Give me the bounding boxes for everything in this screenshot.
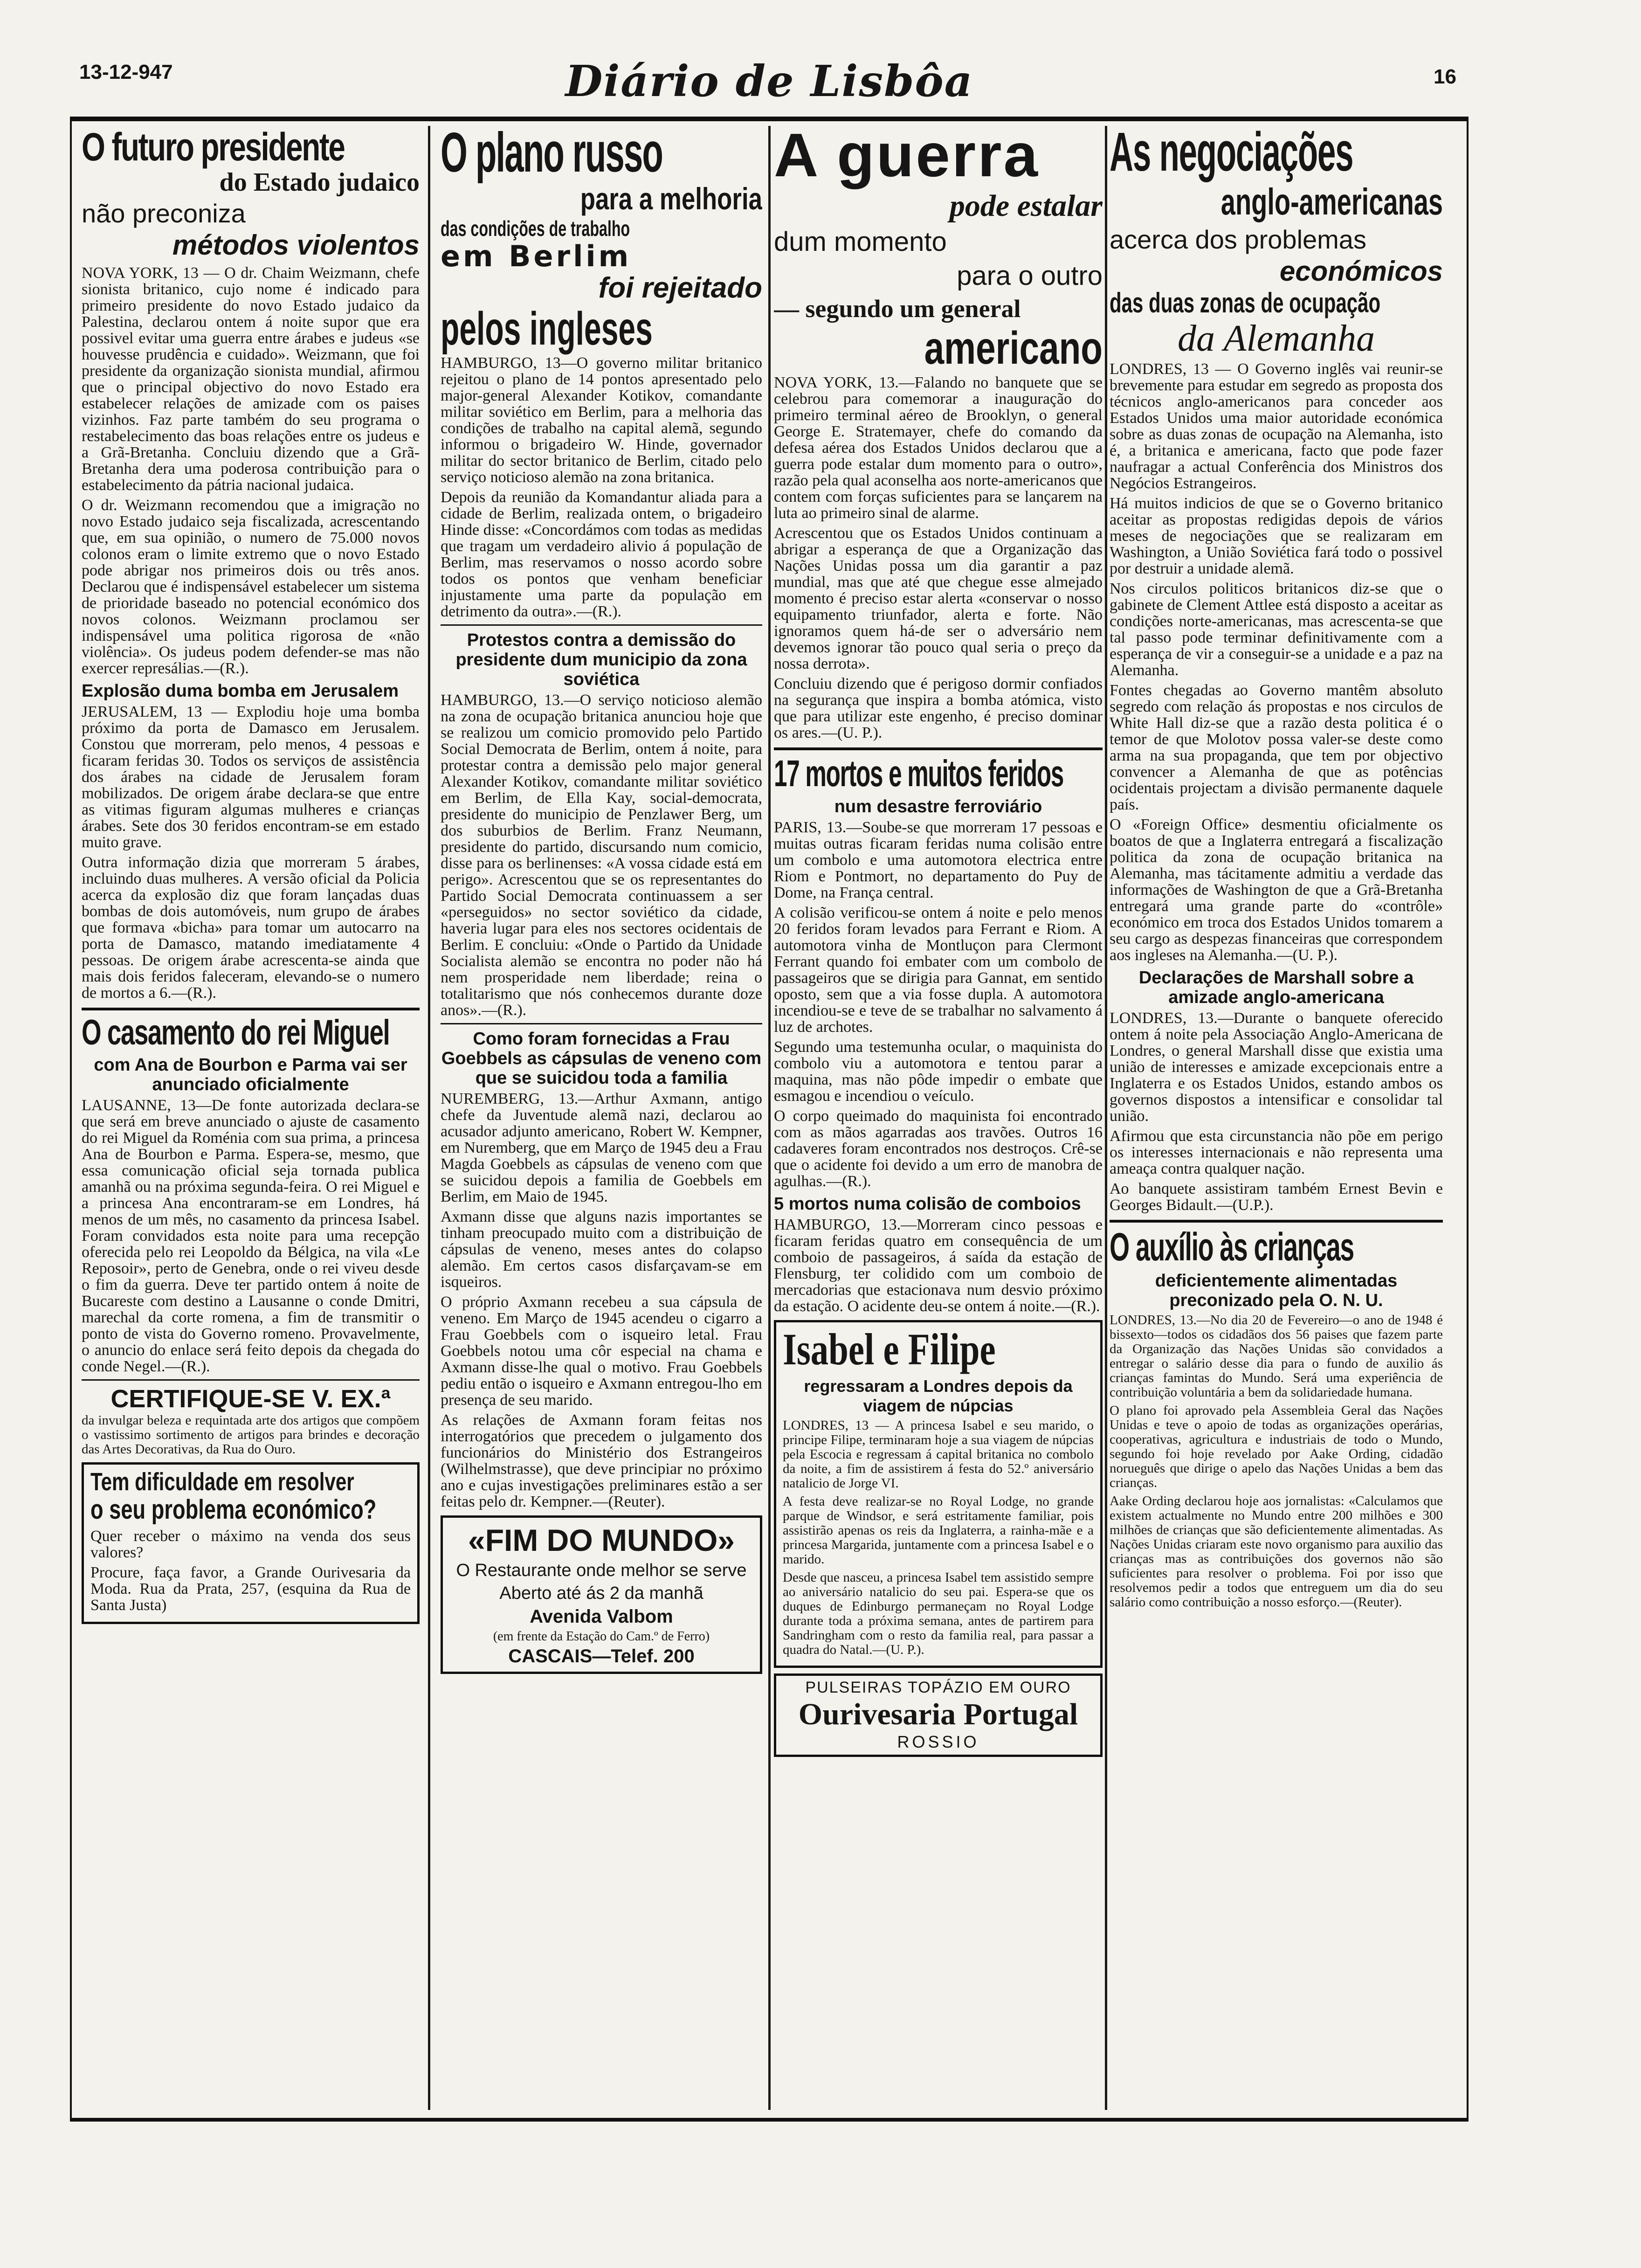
ad-title: «FIM DO MUNDO» [468,1523,735,1557]
paragraph: LONDRES, 13.—No dia 20 de Fevereiro—o ano de 1948 é bissexto—todos os cidadãos dos 56 paises que fazem parte da Organização das Nações Unidas são convidados a entregar o salário desse dia para o fundo de auxilio ás crianças famintas do Mundo. Será uma experiência de contribuição voluntária a bem da solidariedade humana. [1110,1313,1443,1400]
paragraph: O corpo queimado do maquinista foi encontrado com as mãos agarradas aos travões. Outros 16 cadaveres foram encontrados nos destroços. Crê-se que o acidente foi devido a um erro de manobra de agulhas.—(R.). [774,1107,1103,1190]
headline-line-3: das condições de trabalho [441,216,630,241]
paragraph: O plano foi aprovado pela Assembleia Geral das Nações Unidas e teve o apoio de todas as organizações operárias, cooperativas, agricultura e industriais de todo o Mundo, segundo foi hoje revelado por Aake Ording, cidadão norueguês que dirige o apelo das Nações Unidas a bem das crianças. [1110,1403,1443,1490]
headline: O futuro presidente [82,125,345,169]
article-weizmann [82,127,420,677]
headline-line-5: — segundo um general [774,295,1021,323]
headline-line-4: económicos [1279,256,1443,287]
column-1 [82,124,420,2112]
headline-line-6: pelos ingleses [441,303,653,355]
ad-title: Tem dificuldade em resolver [90,1468,354,1496]
ad-address: Avenida Valbom [530,1606,673,1627]
paragraph: O «Foreign Office» desmentiu oficialmente os boatos de que a Inglaterra entregará a fiscalização politica da zona de ocupação britanica na Alemanha, mas tácitamente admitiu a verdade das informações de Washington de que a Grã-Bretanha entregará uma grande parte do «contrôle» económico em troca dos Estados Unidos tomarem a seu cargo as despezas financeiras que correspondem aos ingleses na Alemanha.—(U. P.). [1110,816,1443,964]
ad-text: PULSEIRAS TOPÁZIO EM OURO [805,1679,1071,1696]
separator [82,1379,420,1381]
paragraph: Concluiu dizendo que é perigoso dormir confiados na segurança que inspira a bomba atómica, visto que para utilizar este engenho, é preciso dominar os ares.—(U. P.). [774,675,1103,741]
paragraph: O dr. Weizmann recomendou que a imigração no novo Estado judaico seja fiscalizada, acrescentando que, em sua opinião, o numero de 75.000 novos colonos eram o limite extremo que o novo Estado pode abrigar nos primeiros dois ou três anos. Declarou que é indispensável estabelecer um sistema de prioridade baseado no potencial económico dos novos colonos. Weizmann proclamou ser indispensável uma politica rigorosa de «não violência». Os judeus podem defender-se mas não exercer represálias.—(R.). [82,497,420,677]
ad-text: Procure, faça favor, a Grande Ourivesaria da Moda. Rua da Prata, 257, (esquina da Rua de Santa Justa) [90,1564,411,1614]
article-hamburg-collision [774,1194,1103,1314]
subheadline: regressaram a Londres depois da viagem de núpcias [804,1376,1073,1415]
column-rule [1105,126,1107,2110]
headline: As negociações [1110,124,1353,183]
article-isabel-filipe [774,1320,1103,1668]
subheadline: deficientemente alimentadas preconizado pela O. N. U. [1155,1271,1398,1310]
ad-fim-do-mundo [441,1515,762,1674]
paragraph: HAMBURGO, 13.—O serviço noticioso alemão na zona de ocupação britanica anunciou hoje que se realizou um comicio promovido pelo Partido Social Democrata de Berlim, ontem á noite, para protestar contra a demissão pelo major general Alexander Kotikov, comandante militar soviético em Berlim, de Ella Kay, social-democrata, presidente do municipio de Penzlawer Berg, um dos suburbios de Berlim. Franz Neumann, presidente do partido, discursando num comicio, disse para os berlinenses: «A vossa cidade está em perigo». Acrescentou que se os representantes do Partido Social Democrata continuassem a ser «perseguidos» no sector soviético da cidade, haveria lugar para eles nos sectores ocidentais de Berlim. E concluiu: «Onde o Partido da Unidade Socialista alemão se encontra no poder não há nem prosperidade nem liberdade; reina o totalitarismo que nós conhecemos durante doze anos».—(R.). [441,691,762,1019]
column-2 [441,124,762,2112]
column-4 [1110,124,1443,2112]
article-protests-berlin [441,630,762,1018]
article-children-aid [1110,1227,1443,1610]
separator [441,624,762,626]
paragraph: NOVA YORK, 13.—Falando no banquete que se celebrou para comemorar a inauguração do primeiro terminal aéreo de Brooklyn, o general George E. Stratemayer, chefe do comando da defesa aérea dos Estados Unidos declarou que a guerra pode estalar dum momento para o outro», razão pela qual aconselha aos norte-americanos que contem com forças suficientes para se lançarem na luta ao primeiro sinal de alarme. [774,374,1103,522]
headline: Isabel e Filipe [783,1324,996,1374]
paragraph: Afirmou que esta circunstancia não põe em perigo os interesses internacionais e não representa uma ameaça contra qualquer nação. [1110,1127,1443,1177]
paragraph: Nos circulos politicos britanicos diz-se que o gabinete de Clement Attlee está disposto a aceitar as condições norte-americanas, mas acrescenta-se que tal passo pode terminar definitivamente com a esperança de vir a conseguir-se a unidade e a paz na Alemanha. [1110,580,1443,679]
headline-line-2: do Estado judaico [219,168,420,197]
headline-line-4: para o outro [957,261,1103,291]
masthead [0,0,1641,117]
article-marshall [1110,968,1443,1213]
subheadline: 5 mortos numa colisão de comboios [774,1194,1081,1214]
page-number: 16 [1434,65,1456,88]
ad-text: Quer receber o máximo na venda dos seus valores? [90,1528,411,1561]
subheadline: num desastre ferroviário [834,797,1042,816]
paragraph: O próprio Axmann recebeu a sua cápsula de veneno. Em Março de 1945 acendeu o cigarro a Frau Goebbels com o isqueiro letal. Frau Goebbels notou uma côr especial na chama e Axmann disse-lhe qual o motivo. Frau Goebbels pediu então o isqueiro e Axmann entregou-lho em presença de seu marido. [441,1293,762,1409]
paragraph: LONDRES, 13 — O Governo inglês vai reunir-se brevemente para estudar em segredo as proposta dos técnicos anglo-americanos para conceder aos Estados Unidos uma maior autoridade económica sobre as duas zonas de ocupação na Alemanha, isto é, a britanica e americana, facto que pode fazer naufragar a actual Conferência dos Ministros dos Negócios Estrangeiros. [1110,360,1443,492]
headline-line-6: da Alemanha [1178,318,1375,359]
ad-text: O Restaurante onde melhor se serve [456,1561,747,1580]
headline-line-4: métodos violentos [172,229,420,261]
headline-line-2: para a melhoria [580,181,762,216]
paragraph: HAMBURGO, 13—O governo militar britanico rejeitou o plano de 14 pontos apresentado pelo major-general Alexander Kotikov, comandante militar soviético em Berlim, para a melhoria das condições de trabalho na capital alemã, segundo informou o brigadeiro W. Hinde, governador militar do sector britanico de Berlim, citado pelo serviço noticioso alemão na zona britanica. [441,354,762,486]
paragraph: A festa deve realizar-se no Royal Lodge, no grande parque de Windsor, e será estritamente familiar, pois assistirão apenas os reis da Inglaterra, a rainha-mãe e a princesa Margarida, juntamente com a princesa Isabel e o marido. [783,1494,1094,1567]
ad-text: da invulgar beleza e requintada arte dos artigos que compõem o vastissimo sortimento de artigos para brindes e decoração das Artes Decorativas, da Rua do Ouro. [82,1413,420,1457]
column-3 [774,124,1103,2112]
subheadline: com Ana de Bourbon e Parma vai ser anunciado oficialmente [94,1055,407,1094]
headline: 17 mortos e muitos feridos [774,753,1064,794]
ad-ourivesaria-portugal [774,1673,1103,1757]
headline-line-3: dum momento [774,227,947,257]
paragraph: LAUSANNE, 13—De fonte autorizada declara-se que será em breve anunciado o ajuste de casamento do rei Miguel da Roménia com sua prima, a princesa Ana de Bourbon e Parma. Espera-se, mesmo, que essa comunicação oficial seja tornada publica amanhã ou na próxima segunda-feira. O rei Miguel e a princesa Ana encontraram-se em Londres, há menos de um mês, no casamento da princesa Isabel. Foram convidados esta noite para uma recepção oferecida pelo rei Leopoldo da Bélgica, na vila «Le Reposoir», perto de Genebra, onde o rei viveu desde o fim da guerra. Deve ter partido ontem á noite de Bucareste com destino a Lausanne o conde Dmitri, marechal da corte romena, a fim de transmitir o ponto de vista do Governo romeno. Provavelmente, o anuncio do enlace será feito depois da chegada do conde Negel.—(R.). [82,1097,420,1375]
headline-line-4: em Berlim [441,239,632,273]
paragraph: Ao banquete assistiram também Ernest Bevin e Georges Bidault.—(U.P.). [1110,1180,1443,1214]
article-russian-plan [441,124,762,620]
ad-phone: CASCAIS—Telef. 200 [508,1646,695,1666]
paragraph: Fontes chegadas ao Governo mantêm absoluto segredo com relação ás propostas e nos circulos de White Hall diz-se que a razão desta politica é o temor de que Molotov possa valer-se deste como arma na sua propaganda, que tem por objectivo convencer a Alemanha de que as potências ocidentais projectam a divisão permanente daquele país. [1110,682,1443,813]
headline: A guerra [774,124,1040,189]
column-rule [428,126,430,2110]
paragraph: Outra informação dizia que morreram 5 árabes, incluindo duas mulheres. A versão oficial da Policia acerca da explosão diz que foram lançadas duas bombas de dois automóveis, num grupo de árabes que formava «bicha» para tomar um autocarro na porta de Damasco, matando imediatamente 4 pessoas. De origem árabe acrescenta-se ainda que mais dois feridos faleceram, elevando-se o numero de mortos a 6.—(R.). [82,854,420,1002]
subheadline: Como foram fornecidas a Frau Goebbels as cápsulas de veneno com que se suicidou toda a familia [441,1029,762,1088]
headline-line-5: foi rejeitado [598,272,762,304]
headline-line-2: pode estalar [949,189,1103,223]
paragraph: Axmann disse que alguns nazis importantes se tinham preocupado muito com a distribuição de cápsulas de veneno, meses antes do colapso alemão. Em certos casos disfarçavam-se em isqueiros. [441,1208,762,1291]
separator [1110,1220,1443,1223]
newspaper-title: Diário de Lisbôa [565,56,973,106]
headline-line-3: não preconiza [82,199,246,228]
ad-ourivesaria-moda [82,1462,420,1624]
paragraph: A colisão verificou-se ontem á noite e pelo menos 20 feridos foram levados para Ferrant e Riom. A automotora vinha de Montluçon para Clermont Ferrant quando foi embater com um combolo de passageiros que se dirigia para Gannat, em sentido oposto, sem que a via fosse dupla. A automotora incendiou-se e teve de se trabalhar no salvamento á luz de archotes. [774,904,1103,1036]
paragraph: As relações de Axmann foram feitas nos interrogatórios que precedem o julgamento dos funcionários do Ministério dos Estrangeiros (Wilhelmstrasse), que deve principiar no próximo ano e cujas investigações preliminares estão a ser feitas pelo dr. Kempner.—(Reuter). [441,1411,762,1510]
separator [441,1023,762,1024]
paragraph: NUREMBERG, 13.—Arthur Axmann, antigo chefe da Juventude alemã nazi, declarou ao acusador adjunto americano, Robert W. Kempner, em Nuremberg, que em Março de 1945 deu a Frau Magda Goebbels as cápsulas de veneno com que se suicidou depois a familia de Goebbels em Berlim, em Maio de 1945. [441,1090,762,1205]
headline-line-3: acerca dos problemas [1110,225,1366,254]
paragraph: Há muitos indicios de que se o Governo britanico aceitar as propostas redigidas depois de vários meses de negociações que se realizaram em Washington, a União Soviética fará todo o possivel por destruir a unidade alemã. [1110,495,1443,577]
paragraph: HAMBURGO, 13.—Morreram cinco pessoas e ficaram feridas quatro em consequência de um comboio de passageiros, á saída da estação de Flensburg, ter colidido com um comboio de mercadorias que estacionava num desvio próximo da estação. O acidente deu-se ontem á noite.—(R.). [774,1216,1103,1315]
ad-title-line-2: o seu problema económico? [90,1494,377,1525]
subheadline: Protestos contra a demissão do presidente dum municipio da zona soviética [455,630,747,689]
separator [82,1008,420,1010]
ad-title: CERTIFIQUE-SE V. EX.ª [110,1385,391,1413]
article-king-michael [82,1015,420,1375]
subheadline: Explosão duma bomba em Jerusalem [82,681,399,701]
paragraph: Desde que nasceu, a princesa Isabel tem assistido sempre ao aniversário natalicio do seu pai. Espera-se que os duques de Edinburgo permaneçam no Royal Lodge durante toda a próxima semana, antes de partirem para Sandringham com o resto da familia real, para passar a quadra do Natal.—(U. P.). [783,1570,1094,1657]
ad-artes-decorativas [82,1384,420,1457]
issue-date: 13-12-947 [79,61,173,83]
column-rule [768,126,771,2110]
article-war-warning [774,124,1103,741]
ad-title: Ourivesaria Portugal [798,1697,1078,1731]
paragraph: JERUSALEM, 13 — Explodiu hoje uma bomba próximo da porta de Damasco em Jerusalem. Constou que morreram, pelo menos, 4 pessoas e ficaram feridas 30. Todos os serviços de assistência dos árabes na cidade de Jerusalem foram mobilizados. De origem árabe declara-se que entre as vitimas figuram algumas mulheres e crianças árabes. Sete dos 30 feridos encontram-se em estado muito grave. [82,703,420,851]
headline: O plano russo [441,124,663,184]
ad-text: (em frente da Estação do Cam.º de Ferro) [493,1629,710,1644]
separator [774,747,1103,750]
ad-text: Aberto até ás 2 da manhã [499,1583,703,1603]
headline: O casamento do rei Miguel [82,1013,390,1052]
article-anglo-american [1110,124,1443,963]
paragraph: PARIS, 13.—Soube-se que morreram 17 pessoas e muitas outras ficaram feridas numa colisão entre um combolo e uma automotora electrica entre Riom e Pontmort, no departamento do Puy de Dome, na França central. [774,819,1103,901]
headline-line-5: das duas zonas de ocupação [1110,287,1381,318]
paragraph: Aake Ording declarou hoje aos jornalistas: «Calculamos que existem actualmente no Mundo entre 200 milhões e 300 milhões de crianças que são deficientemente alimentadas. As Nações Unidas criaram este novo organismo para auxilio das crianças mas as contribuições dos governos não são suficientes para resolver o problema. Foi por isso que resolvemos pedir a todos que entreguem um dia do seu salário como contribuição a nosso esforço.—(Reuter). [1110,1494,1443,1610]
ad-text: ROSSIO [897,1732,979,1751]
headline-line-2: anglo-americanas [1220,181,1443,222]
paragraph: NOVA YORK, 13 — O dr. Chaim Weizmann, chefe sionista britanico, cujo nome é indicado para primeiro presidente do novo Estado judaico da Palestina, declarou ontem á noite supor que era possivel evitar uma guerra entre árabes e judeus «se houvesse prudência e cuidado». Weizmann, que foi presidente da organização sionista mundial, afirmou que o principal objectivo do novo Estado era estabelecer relações de amizade com os paises vizinhos. Faz parte também do seu programa o restabelecimento das boas relações entre os judeus e a Grã-Bretanha. Concluiu dizendo que a Grã-Bretanha dera uma poderosa contribuição para o estabelecimento da pátria nacional judaica. [82,264,420,494]
paragraph: Acrescentou que os Estados Unidos continuam a abrigar a esperança de que a Organização das Nações Unidas possa um dia garantir a paz mundial, mas que até que chegue esse almejado momento é preciso estar alerta «conservar o nosso equipamento triunfador, alerta e forte. Não ignoramos quem há-de ser o adversário nem devemos ignorar tão pouco qual seria o preço da nossa derrota». [774,525,1103,672]
article-train-disaster [774,755,1103,1189]
article-goebbels [441,1029,762,1510]
subheadline: Declarações de Marshall sobre a amizade anglo-americana [1138,968,1414,1007]
paragraph: LONDRES, 13 — A princesa Isabel e seu marido, o principe Filipe, terminaram hoje a sua viagem de núpcias pela Escocia e regressam á capital britanica no combolo da noite, a fim de assistirem á festa do 52.º aniversário natalicio de Jorge VI. [783,1418,1094,1491]
article-jerusalem-bomb [82,681,420,1001]
paragraph: Segundo uma testemunha ocular, o maquinista do combolo viu a automotora e tentou parar a maquina, mas não pôde impedir o embate que esmagou e incendiou o veículo. [774,1038,1103,1105]
paragraph: LONDRES, 13.—Durante o banquete oferecido ontem á noite pela Associação Anglo-Americana de Londres, o general Marshall disse que existia uma união de interesses e amizade excepcionais entre a Inglaterra e os Estados Unidos, estando ambos os governos dispostos a intensificar e consolidar tal união. [1110,1010,1443,1125]
paragraph: Depois da reunião da Komandantur aliada para a cidade de Berlim, realizada ontem, o brigadeiro Hinde disse: «Concordámos com todas as medidas que tragam um verdadeiro alivio á população de Berlim, mas reservamos o nosso acordo sobre todos os pontos que venham beneficiar injustamente uma parte da população em detrimento da outra».—(R.). [441,489,762,620]
headline: O auxílio às crianças [1110,1225,1354,1269]
headline-line-6: americano [924,322,1103,373]
